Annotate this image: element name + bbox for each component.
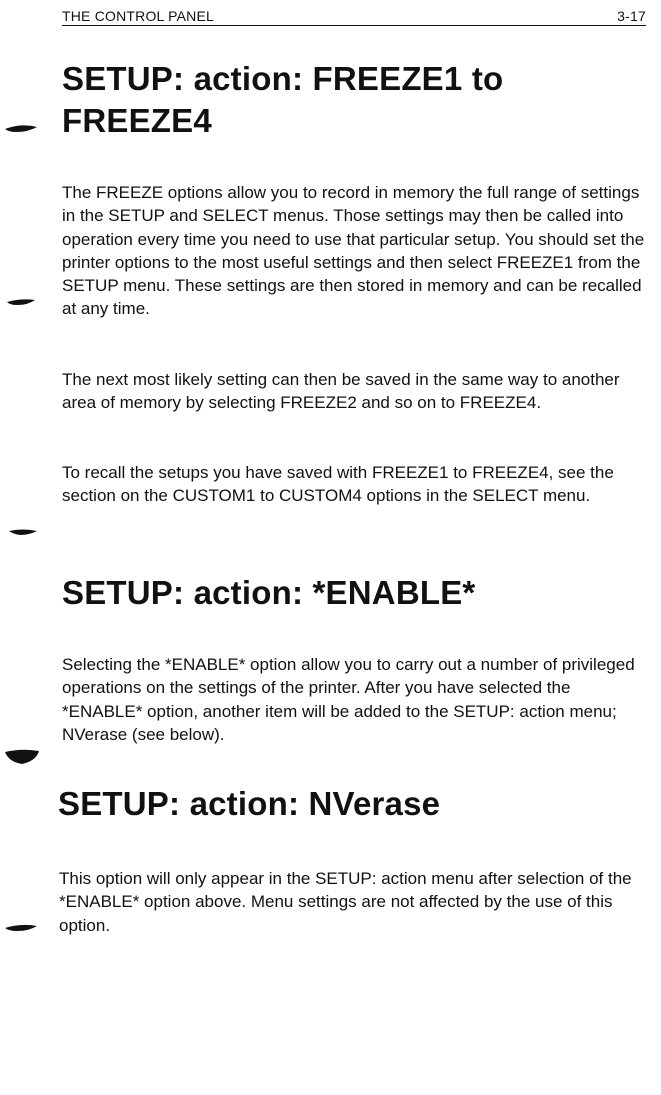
freeze-paragraph-3: To recall the setups you have saved with FREEZE1 to FREEZE4, see the section on the CUSTOM1 to CUSTOM4 options in the SELECT menu.: [62, 463, 614, 506]
freeze-paragraph-1: The FREEZE options allow you to record in memory the full range of settings in the SETUP and SELECT menus. Those settings may then be called into operation every time you need to use that particular setup. You should set the printer options to the most useful settings and then select FREEZE1 from the SETUP menu. These settings are then stored in memory and can be recalled at any time.: [62, 183, 645, 319]
punch-mark-3: [8, 527, 38, 537]
page-number: 3-17: [617, 8, 646, 24]
nverase-paragraph: This option will only appear in the SETUP: action menu after selection of the *ENABLE* option above. Menu settings are not affected by the use of this option.: [59, 869, 632, 935]
header-title: THE CONTROL PANEL: [62, 8, 214, 24]
punch-mark-4: [4, 748, 40, 766]
running-header: [62, 5, 646, 26]
freeze-paragraph-2: The next most likely setting can then be saved in the same way to another area of memory by selecting FREEZE2 and so on to FREEZE4.: [62, 370, 620, 413]
section-heading-enable: SETUP: action: *ENABLE*: [62, 574, 476, 611]
enable-paragraph: Selecting the *ENABLE* option allow you to carry out a number of privileged operations on the settings of the printer. After you have selected the *ENABLE* option, another item will be added to the SETUP: action menu; NVerase (see below).: [62, 655, 635, 744]
section-heading-nverase: SETUP: action: NVerase: [58, 785, 441, 822]
punch-mark-2: [6, 297, 36, 307]
punch-mark-1: [4, 122, 38, 134]
punch-mark-5: [4, 922, 38, 932]
section-heading-freeze: SETUP: action: FREEZE1 to FREEZE4: [62, 60, 504, 139]
